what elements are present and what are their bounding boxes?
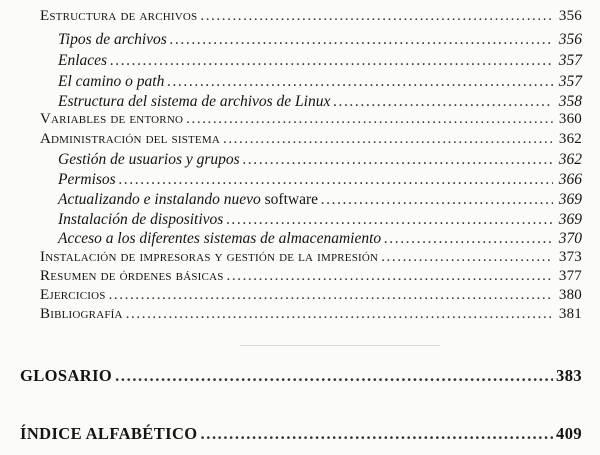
toc-entry-label-italic: Actualizando e instalando nuevo <box>58 191 261 208</box>
toc-entry-page: 369 <box>558 191 582 208</box>
toc-entry-page: 360 <box>558 111 582 127</box>
toc-entry-label: Gestión de usuarios y grupos <box>58 151 240 168</box>
toc-entry-page: 373 <box>558 249 582 265</box>
toc-entry-label: Estructura de archivos <box>40 8 198 24</box>
toc-entry-label-roman: software <box>260 191 319 208</box>
dot-leader <box>109 287 553 304</box>
toc-entry[interactable] <box>40 8 582 25</box>
toc-entry-page: 356 <box>558 8 582 24</box>
dot-leader <box>167 73 553 91</box>
dot-leader <box>223 131 553 148</box>
toc-entry[interactable] <box>58 171 582 189</box>
toc-entry-label: Instalación de impresoras y gestión de la impresión <box>40 249 379 265</box>
toc-entry-page: 370 <box>558 230 582 247</box>
toc-entry-label: ÍNDICE ALFABÉTICO <box>20 424 198 443</box>
toc-entry-label: Tipos de archivos <box>58 31 167 48</box>
toc-entry-page: 369 <box>558 211 582 228</box>
toc-chapter-entry[interactable] <box>20 424 582 444</box>
toc-entry-page: 357 <box>558 52 582 69</box>
toc-entry-label: Estructura del sistema de archivos de Linux <box>58 93 331 110</box>
toc-entry[interactable] <box>40 268 582 285</box>
dot-leader <box>115 366 553 386</box>
dot-leader <box>384 230 553 248</box>
toc-entry-label: Resumen de órdenes básicas <box>40 268 224 284</box>
toc-entry-page: 409 <box>556 424 582 443</box>
dot-leader <box>321 191 553 209</box>
toc-entry[interactable] <box>58 93 582 111</box>
toc-entry-label <box>58 191 318 209</box>
toc-entry-page: 356 <box>558 31 582 48</box>
dot-leader <box>126 306 553 323</box>
dot-leader <box>381 249 553 266</box>
toc-entry[interactable] <box>40 131 582 148</box>
toc-entry-label: Administración del sistema <box>40 131 220 147</box>
toc-entry-page: 383 <box>556 366 582 385</box>
toc-entry[interactable] <box>58 211 582 229</box>
toc-entry-label: Permisos <box>58 171 116 188</box>
dot-leader <box>200 8 553 25</box>
toc-entry[interactable] <box>58 151 582 169</box>
dot-leader <box>170 31 553 49</box>
scan-artifact-line <box>240 345 440 346</box>
dot-leader <box>243 151 553 169</box>
toc-entry[interactable] <box>58 73 582 91</box>
toc-entry[interactable] <box>58 191 582 209</box>
toc-entry-label: Bibliografía <box>40 306 123 322</box>
dot-leader <box>226 211 553 229</box>
toc-entry[interactable] <box>58 31 582 49</box>
dot-leader <box>110 52 553 70</box>
dot-leader <box>333 93 553 111</box>
toc-entry[interactable] <box>40 306 582 323</box>
toc-entry[interactable] <box>40 249 582 266</box>
toc-entry-label: Variables de entorno <box>40 111 184 127</box>
toc-entry-label: Instalación de dispositivos <box>58 211 224 228</box>
toc-entry[interactable] <box>40 111 582 128</box>
toc-entry-label: Ejercicios <box>40 287 106 303</box>
toc-entry-label: El camino o path <box>58 73 165 90</box>
toc-entry-label: Acceso a los diferentes sistemas de almacenamiento <box>58 230 382 247</box>
toc-entry-page: 358 <box>558 93 582 110</box>
toc-entry[interactable] <box>58 52 582 70</box>
dot-leader <box>119 171 553 189</box>
toc-entry-page: 362 <box>558 151 582 168</box>
toc-entry-page: 362 <box>558 131 582 147</box>
toc-entry-label: GLOSARIO <box>20 366 113 385</box>
toc-entry-label: Enlaces <box>58 52 108 69</box>
toc-entry-page: 357 <box>558 73 582 90</box>
dot-leader <box>186 111 553 128</box>
toc-entry-page: 381 <box>558 306 582 322</box>
toc-entry-page: 366 <box>558 171 582 188</box>
toc-entry-page: 380 <box>558 287 582 303</box>
toc-entry[interactable] <box>40 287 582 304</box>
toc-entry-page: 377 <box>558 268 582 284</box>
dot-leader <box>201 424 554 444</box>
toc-chapter-entry[interactable] <box>20 366 582 386</box>
toc-entry[interactable] <box>58 230 582 248</box>
dot-leader <box>227 268 553 285</box>
